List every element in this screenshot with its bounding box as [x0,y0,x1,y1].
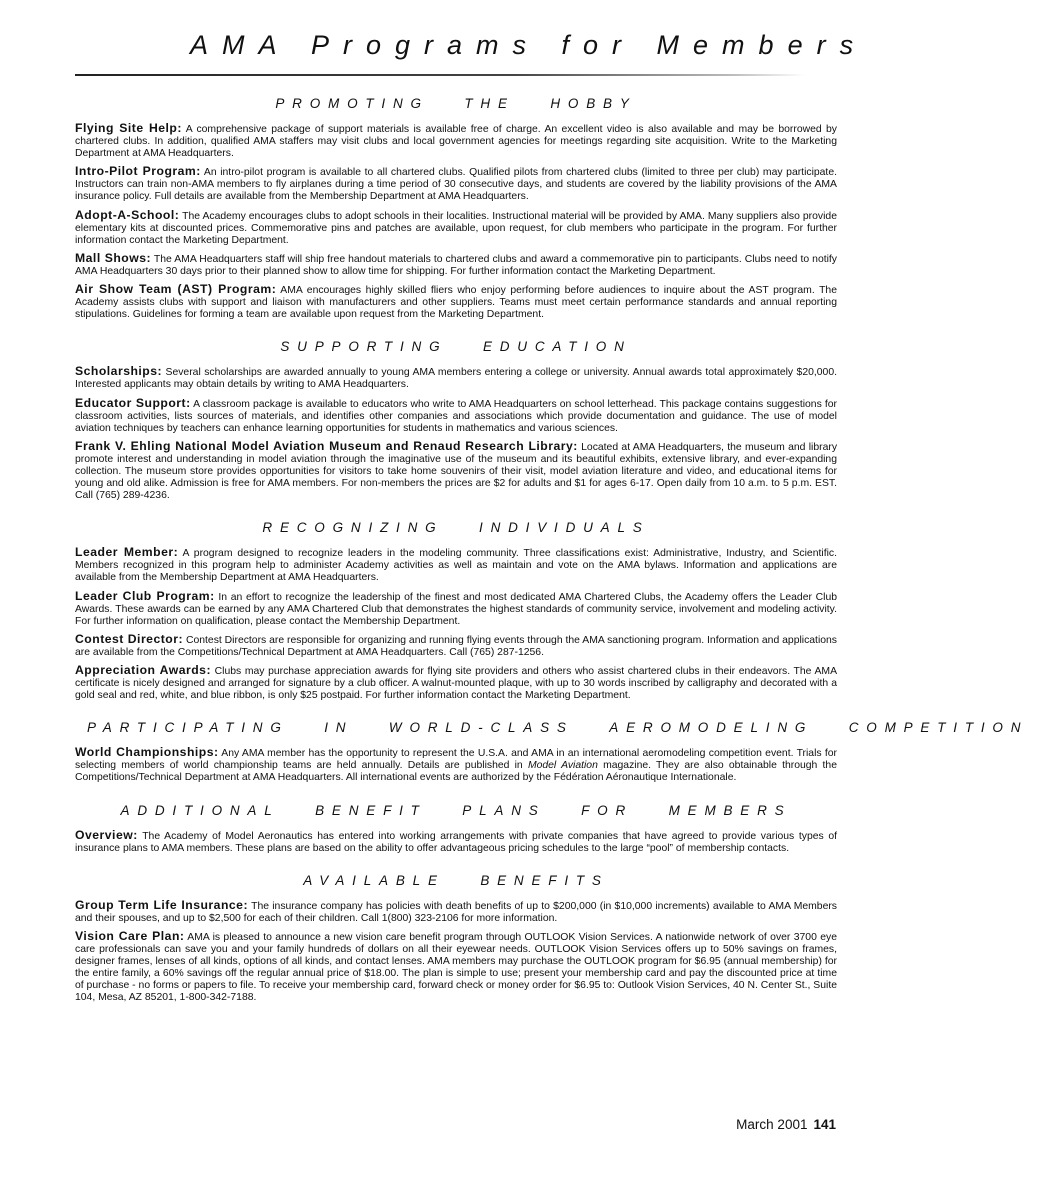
page-title: AMA Programs for Members [190,30,868,60]
program-entry [75,365,837,391]
program-entry [75,664,837,702]
entry-term: Adopt-A-School: [75,207,180,222]
program-entry [75,746,837,784]
entry-description: Any AMA member has the opportunity to represent the U.S.A. and AMA in an international aeromodeling competition event. Trials for selecting members of world championship teams are held annually. Details are published in Model Aviation magazine. They are also obtainable through the Competitions/Technical Department at AMA Headquarters. All international events are authorized by the Fédération Aéronautique Internationale. [75,748,837,784]
entry-description: A classroom package is available to educators who write to AMA Headquarters on school letterhead. This package contains suggestions for classroom activities, lists sources of materials, and identifies other companies and associations which provide documentation and guidance. The use of model aviation techniques by teachers can enhance learning opportunities for students in mathematics and various sciences. [75,398,837,434]
entry-term: World Championships: [75,745,219,760]
entry-term: Contest Director: [75,631,184,646]
entry-description: The Academy of Model Aeronautics has entered into working arrangements with private companies that have agreed to provide various types of insurance plans to AMA members. These plans are based on the ability to offer advantageous pricing schedules to the large “pool” of membership contacts. [75,830,837,854]
section [75,96,837,321]
entry-term: Intro-Pilot Program: [75,164,201,179]
page-number: 141 [813,1117,836,1132]
section [75,339,837,502]
entry-term: Vision Care Plan: [75,928,185,943]
entry-description: AMA is pleased to announce a new vision care benefit program through OUTLOOK Vision Services. A nationwide network of over 3700 eye care professionals can save you and your family hundreds of dollars on all their eyewear needs. OUTLOOK Vision Services offers up to 50% savings on frames, designer frames, lenses of all kinds, options of all kinds, and contact lenses. AMA members may purchase the OUTLOOK program for $6.95 (annual membership) for the entire family, a 60% savings off the regular annual price of $18.00. The plan is simple to use; present your membership card and pay the discounted price at time of purchase - no forms or papers to file. To receive your membership card, forward check or money order for $6.95 to: Outlook Vision Services, 40 N. Center St., Suite 104, Mesa, AZ 85201, 1-800-342-7188. [75,931,837,1004]
entry-description: The AMA Headquarters staff will ship free handout materials to chartered clubs and award a commemorative pin to participants. Clubs need to notify AMA Headquarters 30 days prior to their planned show to allow time for shipping. For further information contact the Marketing Department. [75,253,837,277]
program-entry [75,283,837,321]
section [75,803,837,855]
section [75,720,1029,784]
section-heading: ADDITIONAL BENEFIT PLANS FOR MEMBERS [120,802,792,818]
section-heading: PROMOTING THE HOBBY [275,96,637,111]
program-entry [75,930,837,1005]
program-entry [75,165,837,203]
entry-description: The insurance company has policies with death benefits of up to $200,000 (in $10,000 increments) available to AMA Members and their spouses, and up to $2,500 for each of their children. Call 1(800) 323-2106 for more information. [75,900,838,924]
entry-term: Air Show Team (AST) Program: [75,282,277,297]
title-rule [75,74,805,76]
section [75,873,837,1005]
section-heading: AVAILABLE BENEFITS [303,872,609,888]
entry-description: AMA encourages highly skilled fliers who enjoy performing before audiences to inquire about the AST program. The Academy assists clubs with support and liaison with manufacturers and other suppliers. Teams must meet certain performance standards and annual reporting stipulations. Guidelines for forming a team are available upon request from the Marketing Department. [75,285,837,321]
entry-term: Leader Club Program: [75,588,215,603]
section [75,520,837,702]
entry-description: Located at AMA Headquarters, the museum and library promote interest and understanding in model aviation through the imaginative use of the museum and its beautiful exhibits, extensive library, and ever-expanding collection. The museum store provides opportunities for visitors to take home souvenirs of their visit, model aviation literature and video, and educational items for young and old alike. Admission is free for AMA members. For non-members the prices are $2 for adults and $1 for ages 6-17. Open daily from 10 a.m. to 5 p.m. EST. Call (765) 289-4236. [75,441,838,502]
section-heading: PARTICIPATING IN WORLD-CLASS AEROMODELING COMPETITION [87,720,1029,736]
entry-description: A comprehensive package of support materials is available free of charge. An excellent video is also available and may be borrowed by chartered clubs. In addition, qualified AMA staffers may visit clubs and local government agencies for meetings regarding site acquisition. Write to the Marketing Department at AMA Headquarters. [75,124,838,160]
entry-term: Scholarships: [75,364,163,379]
program-entry [75,122,837,160]
document-body [75,96,1029,1023]
section-heading: SUPPORTING EDUCATION [280,339,632,355]
program-entry [75,899,837,925]
entry-term: Mall Shows: [75,250,152,265]
entry-term: Educator Support: [75,395,191,410]
entry-term: Frank V. Ehling National Model Aviation Museum and Renaud Research Library: [75,438,578,453]
entry-description: In an effort to recognize the leadership of the finest and most dedicated AMA Chartered Clubs, the Academy offers the Leader Club Awards. These awards can be earned by any AMA Chartered Club that demonstrates the highest standards of community service, involvement and modeling activity. For further information on qualification, please contact the Membership Department. [75,591,838,627]
section-heading: RECOGNIZING INDIVIDUALS [262,520,650,536]
entry-description: Several scholarships are awarded annually to young AMA members entering a college or university. Annual awards total approximately $20,000. Interested applicants may obtain details by writing to AMA Headquarters. [75,367,838,391]
program-entry [75,209,837,247]
page-footer [736,1117,836,1132]
program-entry [75,829,837,855]
program-entry [75,633,837,659]
entry-description: A program designed to recognize leaders in the modeling community. Three classifications exist: Administrative, Industry, and Scientific. Members recognized in this program help to administer Academy activities as well as maintain and vote on the AMA bylaws. Information and applications are available from the Membership Department at AMA Headquarters. [75,548,837,584]
program-entry [75,440,837,502]
entry-term: Group Term Life Insurance: [75,897,249,912]
program-entry [75,590,837,628]
entry-term: Overview: [75,827,138,842]
entry-term: Appreciation Awards: [75,663,212,677]
entry-description: The Academy encourages clubs to adopt schools in their localities. Instructional material will be provided by AMA. Many suppliers also provide elementary kits at discounted prices. Commemorative pins and patches are available, upon request, for club members who participate in the program. For further information contact the Marketing Department. [75,210,837,246]
entry-term: Leader Member: [75,545,179,560]
entry-description: Clubs may purchase appreciation awards for flying site providers and others who assist chartered clubs in their endeavors. The AMA certificate is nicely designed and arranged for signature by a club officer. A walnut-mounted plaque, with up to 30 words inscribed by calligraphy and decorated with a gold seal and red, white, and blue ribbon, is only $25 postpaid. For further information contact the Marketing Department. [75,666,837,702]
entry-description: Contest Directors are responsible for organizing and running flying events through the AMA sanctioning program. Information and applications are available from the Competitions/Technical Department at AMA Headquarters. Call (765) 287-1256. [75,634,838,658]
entry-description: An intro-pilot program is available to all chartered clubs. Qualified pilots from chartered clubs (limited to three per club) may participate. Instructors can train non-AMA members to fly airplanes during a time period of 30 consecutive days, and students are covered by the liability provisions of the AMA insurance policy. Full details are available from the Membership Department at AMA Headquarters. [75,167,837,203]
program-entry [75,252,837,278]
program-entry [75,546,837,584]
entry-term: Flying Site Help: [75,121,182,135]
program-entry [75,397,837,435]
issue-date: March 2001 [736,1117,808,1132]
